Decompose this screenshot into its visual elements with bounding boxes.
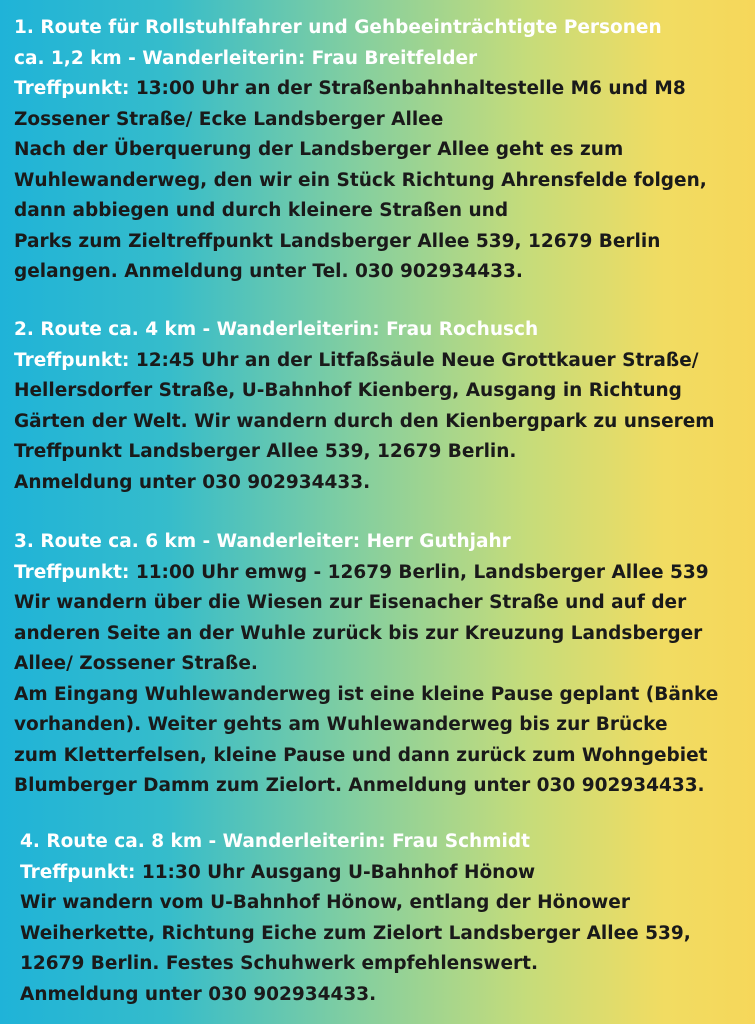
route-4-text-line: Wir wandern vom U-Bahnhof Hönow, entlang der Hönower xyxy=(20,892,630,913)
route-2-text-line: Gärten der Welt. Wir wandern durch den Kienbergpark zu unserem xyxy=(14,410,715,432)
route-1-text-line: Parks zum Zieltreffpunkt Landsberger Allee 539, 12679 Berlin xyxy=(14,230,661,252)
route-1-text-line: Wuhlewanderweg, den wir ein Stück Richtung Ahrensfelde folgen, xyxy=(14,169,707,191)
meeting-label: Treffpunkt: xyxy=(20,861,136,883)
route-3-text-line: zum Kletterfelsen, kleine Pause und dann zurück zum Wohngebiet xyxy=(14,744,708,766)
route-2-title: 2. Route ca. 4 km - Wanderleiterin: Frau Rochusch xyxy=(14,319,539,340)
route-1-subtitle: ca. 1,2 km - Wanderleiterin: Frau Breitfelder xyxy=(14,47,478,69)
route-1-text-line: Nach der Überquerung der Landsberger Allee geht es zum xyxy=(14,139,624,160)
route-2-section xyxy=(14,315,747,498)
route-1-text-line: Zossener Straße/ Ecke Landsberger Allee xyxy=(14,108,444,130)
meeting-label: Treffpunkt: xyxy=(14,349,130,371)
meeting-label: Treffpunkt: xyxy=(14,561,130,583)
meeting-label: Treffpunkt: xyxy=(14,78,130,99)
meeting-text: 12:45 Uhr an der Litfaßsäule Neue Grottkauer Straße/ xyxy=(129,349,699,371)
route-4-title: 4. Route ca. 8 km - Wanderleiterin: Frau Schmidt xyxy=(20,831,530,852)
route-1-meeting-point xyxy=(14,74,747,105)
route-4-meeting-point xyxy=(20,858,747,889)
route-2-text-line: Treffpunkt Landsberger Allee 539, 12679 Berlin. xyxy=(14,441,517,462)
meeting-text: 11:00 Uhr emwg - 12679 Berlin, Landsberger Allee 539 xyxy=(129,561,709,583)
route-3-title: 3. Route ca. 6 km - Wanderleiter: Herr Guthjahr xyxy=(14,531,511,552)
route-4-text-line: 12679 Berlin. Festes Schuhwerk empfehlenswert. xyxy=(20,953,539,974)
route-3-text-line: vorhanden). Weiter gehts am Wuhlewanderweg bis zur Brücke xyxy=(14,714,668,735)
route-2-text-line: Anmeldung unter 030 902934433. xyxy=(14,471,371,493)
route-1-text-line: gelangen. Anmeldung unter Tel. 030 902934433. xyxy=(14,261,523,282)
route-3-text-line: Wir wandern über die Wiesen zur Eisenacher Straße und auf der xyxy=(14,592,687,613)
route-4-section xyxy=(20,827,747,1010)
meeting-text: 13:00 Uhr an der Straßenbahnhaltestelle M6 und M8 xyxy=(129,78,686,99)
route-3-text-line: Allee/ Zossener Straße. xyxy=(14,653,258,674)
route-3-meeting-point xyxy=(14,558,747,589)
route-1-title: 1. Route für Rollstuhlfahrer und Gehbeeinträchtigte Personen xyxy=(14,17,662,38)
route-4-text-line: Weiherkette, Richtung Eiche zum Zielort Landsberger Allee 539, xyxy=(20,922,691,944)
route-3-text-line: anderen Seite an der Wuhle zurück bis zur Kreuzung Landsberger xyxy=(14,622,703,644)
meeting-text: 11:30 Uhr Ausgang U-Bahnhof Hönow xyxy=(135,861,536,883)
route-1-text-line: dann abbiegen und durch kleinere Straßen und xyxy=(14,200,509,221)
route-4-text-line: Anmeldung unter 030 902934433. xyxy=(20,983,377,1005)
route-3-text-line: Am Eingang Wuhlewanderweg ist eine kleine Pause geplant (Bänke xyxy=(14,683,719,705)
route-3-section xyxy=(14,527,747,802)
route-1-section xyxy=(14,13,747,288)
route-2-meeting-point xyxy=(14,346,747,377)
route-2-text-line: Hellersdorfer Straße, U-Bahnhof Kienberg, Ausgang in Richtung xyxy=(14,380,682,401)
route-3-text-line: Blumberger Damm zum Zielort. Anmeldung unter 030 902934433. xyxy=(14,775,705,796)
